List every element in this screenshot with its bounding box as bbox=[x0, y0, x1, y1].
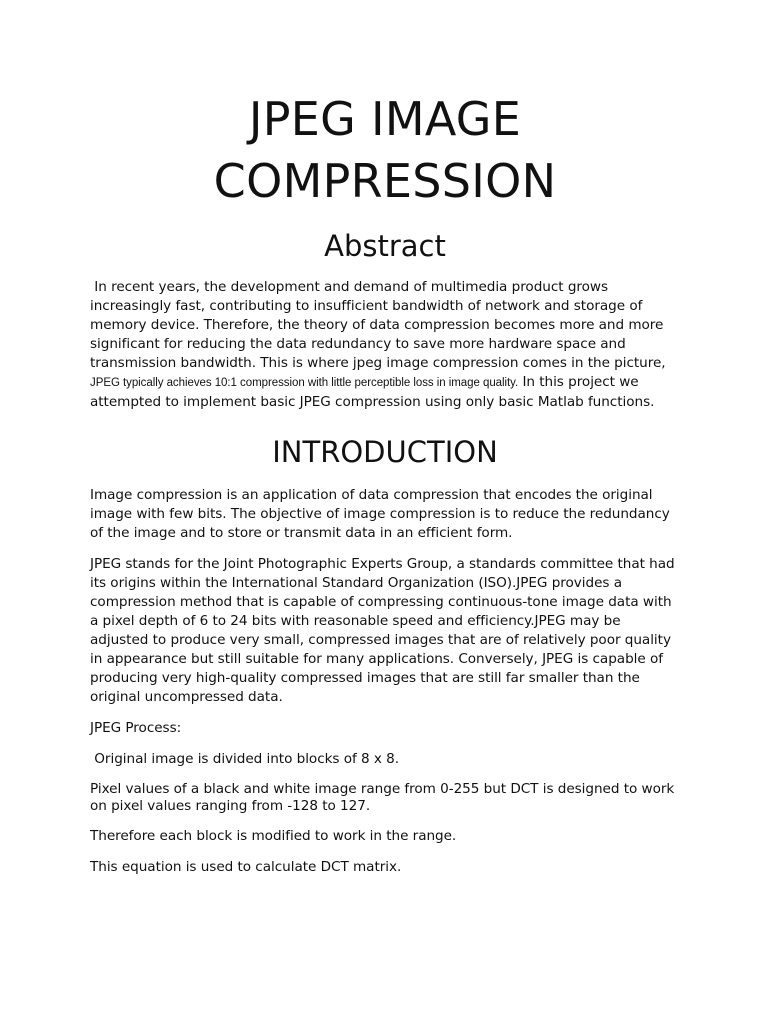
abstract-heading: Abstract bbox=[324, 229, 446, 263]
process-step-1: Original image is divided into blocks of 8 x 8. bbox=[90, 751, 400, 767]
abstract-text-start: In recent years, the development and demand of multimedia product grows increasingly fast, contributing to insufficient bandwidth of network and storage of memory device. Therefore, the theory of data compression becomes more and more significant for reducing the data redundancy to save more hardware space and transmission bandwidth. This is where jpeg image compression comes in the picture, bbox=[90, 279, 670, 371]
abstract-text-small: JPEG typically achieves 10:1 compression with little perceptible loss in image quality. bbox=[90, 377, 519, 389]
title-line-2: COMPRESSION bbox=[213, 154, 557, 208]
process-step-2: Pixel values of a black and white image range from 0-255 but DCT is designed to work on pixel values ranging from -128 to 127. bbox=[90, 781, 675, 814]
introduction-heading: INTRODUCTION bbox=[272, 435, 498, 469]
abstract-paragraph bbox=[90, 278, 680, 412]
title-line-1: JPEG IMAGE bbox=[248, 92, 522, 146]
process-step-3: Therefore each block is modified to work in the range. bbox=[90, 828, 457, 844]
process-step-4: This equation is used to calculate DCT matrix. bbox=[90, 859, 402, 875]
intro-paragraph-2: JPEG stands for the Joint Photographic Experts Group, a standards committee that had its origins within the International Standard Organization (ISO).JPEG provides a compression method that is capable of compressing continuous-tone image data with a pixel depth of 6 to 24 bits with reasonable speed and efficiency.JPEG may be adjusted to produce very small, compressed images that are of relatively poor quality in appearance but still suitable for many applications. Conversely, JPEG is capable of producing very high-quality compressed images that are still far smaller than the original uncompressed data. bbox=[90, 556, 675, 705]
abstract-text-end: In this project we attempted to implement basic JPEG compression using only basic Matlab functions. bbox=[90, 374, 655, 410]
document-title bbox=[90, 88, 680, 212]
document-page bbox=[90, 88, 680, 877]
jpeg-process-label: JPEG Process: bbox=[90, 720, 182, 736]
intro-paragraph-1: Image compression is an application of data compression that encodes the original image with few bits. The objective of image compression is to reduce the redundancy of the image and to store or transmit data in an efficient form. bbox=[90, 487, 670, 541]
